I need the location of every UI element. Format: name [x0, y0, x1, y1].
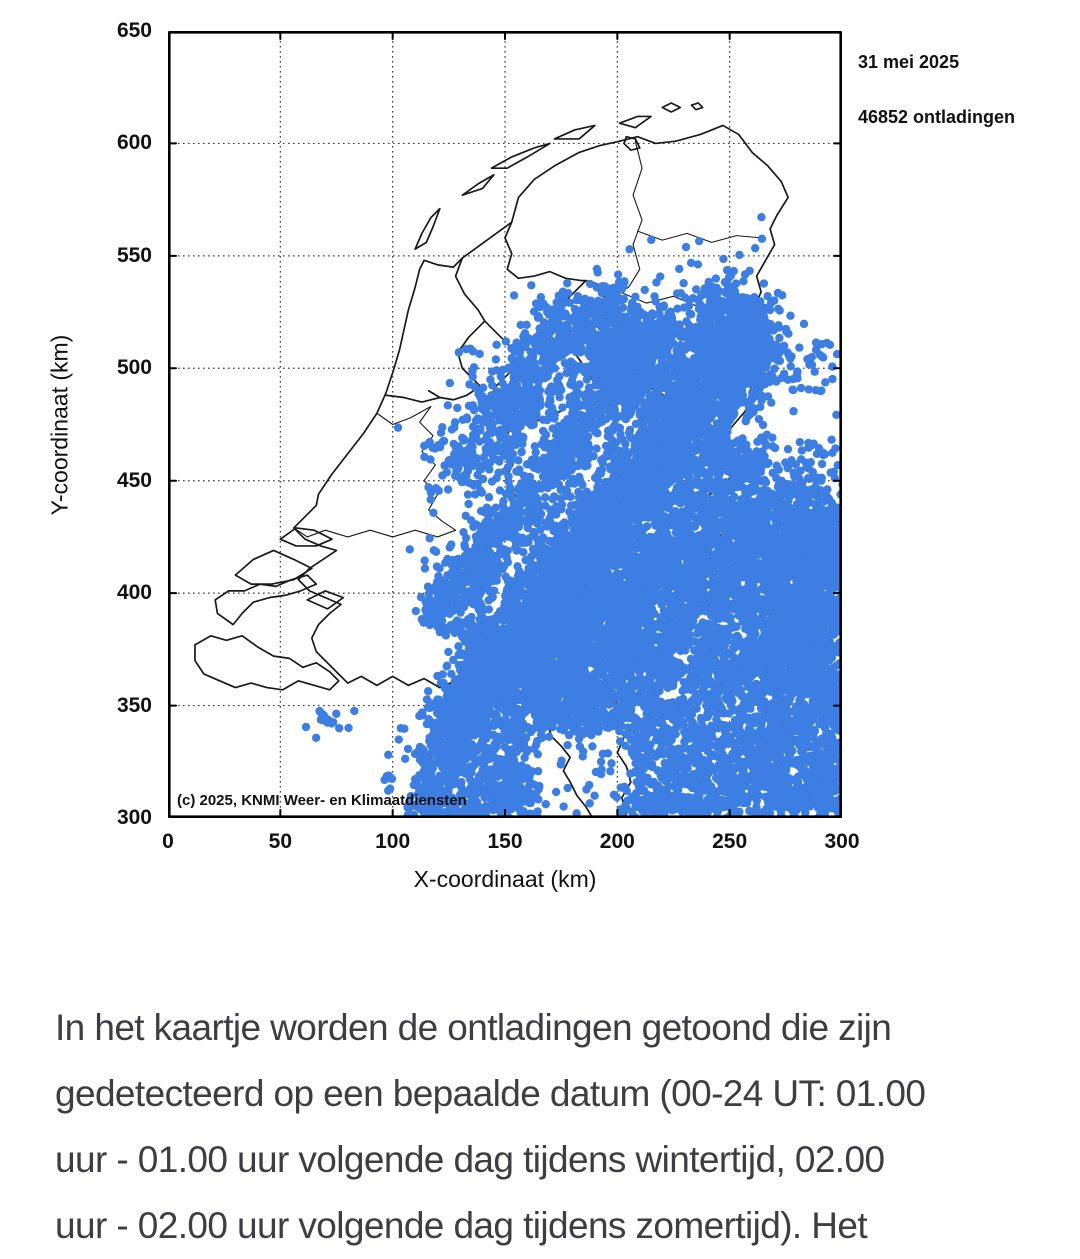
- description-text: [55, 995, 1045, 1259]
- x-tick-label-300: 300: [824, 830, 860, 853]
- discharge-count-label: 46852 ontladingen: [858, 107, 1016, 127]
- y-tick-label-550: 550: [116, 243, 152, 267]
- y-axis-title: Y-coordinaat (km): [46, 334, 73, 516]
- y-tick-label-650: 650: [116, 19, 152, 42]
- x-tick-label-150: 150: [487, 830, 523, 853]
- description-line-1: In het kaartje worden de ontladingen getoond die zijn: [55, 1007, 892, 1048]
- x-tick-label-100: 100: [375, 830, 411, 853]
- x-tick-label-50: 50: [268, 830, 293, 853]
- x-axis-title: X-coordinaat (km): [413, 866, 597, 892]
- y-tick-label-400: 400: [116, 581, 152, 605]
- y-tick-label-300: 300: [116, 806, 152, 829]
- x-tick-label-250: 250: [712, 830, 748, 853]
- description-line-3: uur - 01.00 uur volgende dag tijdens wintertijd, 02.00: [55, 1139, 885, 1180]
- y-tick-label-500: 500: [116, 356, 152, 380]
- copyright-label: (c) 2025, KNMI Weer- en Klimaatdiensten: [177, 792, 467, 809]
- lightning-scatter-canvas: [168, 31, 842, 818]
- description-line-2: gedetecteerd op een bepaalde datum (00-24 UT: 01.00: [55, 1073, 926, 1114]
- date-label: 31 mei 2025: [858, 52, 960, 72]
- y-tick-label-350: 350: [116, 693, 152, 717]
- x-tick-label-200: 200: [599, 830, 635, 853]
- y-tick-label-600: 600: [116, 131, 152, 155]
- x-tick-label-0: 0: [162, 830, 174, 853]
- y-tick-label-450: 450: [116, 468, 152, 492]
- description-line-4: uur - 02.00 uur volgende dag tijdens zomertijd). Het: [55, 1205, 868, 1246]
